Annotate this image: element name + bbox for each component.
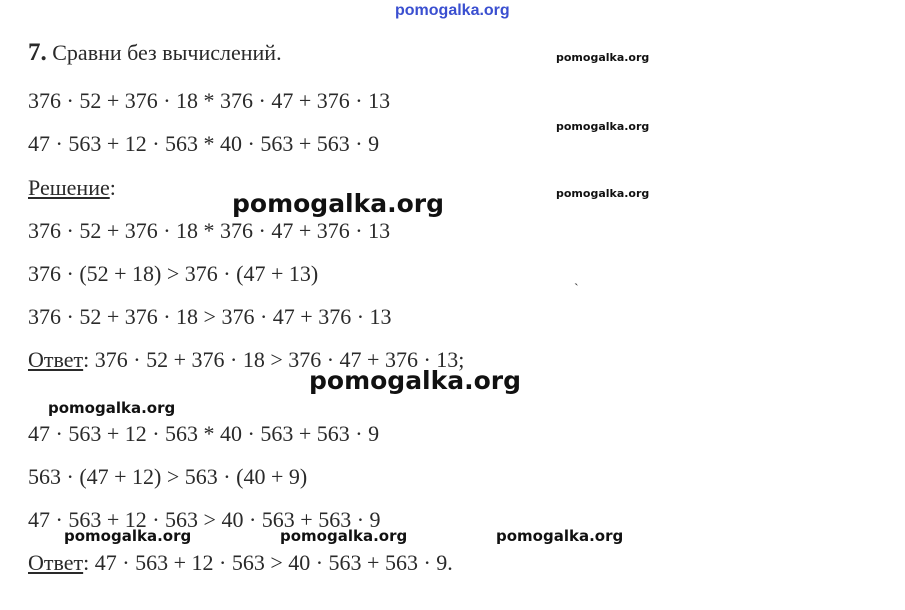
expr-6: 47 · 563 + 12 · 563 * 40 · 563 + 563 · 9 xyxy=(28,421,380,446)
answer-2-text: : 47 · 563 + 12 · 563 > 40 · 563 + 563 · 9. xyxy=(83,550,453,575)
expr-7: 563 · (47 + 12) > 563 · (40 + 9) xyxy=(28,464,308,489)
expr-4: 376 · (52 + 18) > 376 · (47 + 13) xyxy=(28,261,319,286)
watermark-medium-2: pomogalka.org xyxy=(64,527,192,545)
task-text: Сравни без вычислений. xyxy=(52,40,282,65)
answer-1-text: : 376 · 52 + 376 · 18 > 376 · 47 + 376 · 13; xyxy=(83,347,465,372)
watermark-medium-3: pomogalka.org xyxy=(280,527,408,545)
watermark-small-1: pomogalka.org xyxy=(556,51,650,64)
expr-1: 376 · 52 + 376 · 18 * 376 · 47 + 376 · 13 xyxy=(28,88,391,113)
answer-1-label: Ответ xyxy=(28,347,84,372)
watermark-large-1: pomogalka.org xyxy=(232,189,445,218)
solution-colon: : xyxy=(109,175,116,200)
watermark-top: pomogalka.org xyxy=(395,2,510,19)
task-heading xyxy=(28,40,282,66)
task-number: 7. xyxy=(28,39,47,66)
answer-2-label: Ответ xyxy=(28,550,84,575)
expr-5: 376 · 52 + 376 · 18 > 376 · 47 + 376 · 13 xyxy=(28,304,392,329)
expr-3: 376 · 52 + 376 · 18 * 376 · 47 + 376 · 13 xyxy=(28,218,391,243)
solution-heading xyxy=(28,175,116,201)
scan-mark: ` xyxy=(574,282,579,297)
watermark-medium-4: pomogalka.org xyxy=(496,527,624,545)
watermark-large-2: pomogalka.org xyxy=(309,366,522,395)
watermark-small-3: pomogalka.org xyxy=(556,187,650,200)
expr-8: 47 · 563 + 12 · 563 > 40 · 563 + 563 · 9 xyxy=(28,507,381,532)
watermark-small-2: pomogalka.org xyxy=(556,120,650,133)
answer-2 xyxy=(28,550,453,576)
solution-label: Решение xyxy=(28,175,110,200)
expr-2: 47 · 563 + 12 · 563 * 40 · 563 + 563 · 9 xyxy=(28,131,380,156)
watermark-medium-1: pomogalka.org xyxy=(48,399,176,417)
